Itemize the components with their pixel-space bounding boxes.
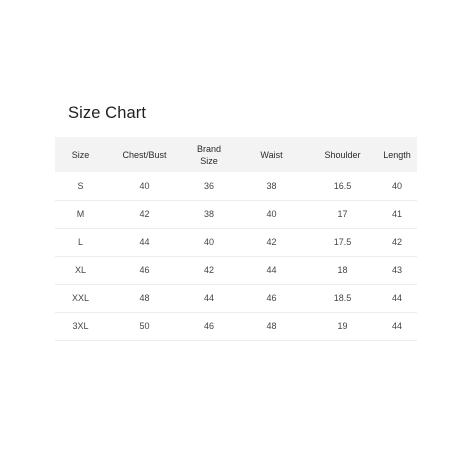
- cell-chest-bust: 40: [139, 180, 150, 191]
- cell-brand-size: 42: [203, 265, 214, 275]
- cell-brand-size: 40: [203, 237, 214, 247]
- cell-waist: 48: [266, 321, 277, 331]
- cell-length: 44: [391, 293, 402, 303]
- cell-brand-size: 46: [203, 321, 214, 331]
- cell-brand-size: 44: [203, 293, 214, 303]
- cell-chest-bust: 46: [139, 265, 150, 275]
- column-header-brand-size: [183, 137, 235, 172]
- cell-brand-size: 38: [203, 209, 214, 219]
- cell-waist: 42: [266, 237, 277, 247]
- cell-size: S: [77, 180, 84, 191]
- cell-waist: 38: [266, 180, 277, 191]
- cell-length: 41: [391, 209, 402, 219]
- column-header-size: Size: [71, 149, 90, 160]
- column-header-length: Length: [383, 149, 411, 160]
- table-row: [55, 200, 417, 228]
- table-row: [55, 172, 417, 200]
- cell-chest-bust: 48: [139, 293, 150, 303]
- cell-shoulder: 17.5: [333, 237, 352, 247]
- cell-waist: 44: [266, 265, 277, 275]
- size-chart-table: [55, 137, 417, 341]
- cell-size: L: [77, 237, 83, 247]
- cell-shoulder: 19: [337, 321, 348, 331]
- cell-length: 40: [391, 180, 402, 191]
- cell-length: 43: [391, 265, 402, 275]
- table-row: [55, 228, 417, 256]
- table-row: [55, 256, 417, 284]
- cell-shoulder: 17: [337, 209, 348, 219]
- cell-chest-bust: 42: [139, 209, 150, 219]
- table-row: [55, 312, 417, 340]
- column-header-waist: Waist: [260, 149, 283, 160]
- cell-size: XXL: [71, 293, 89, 303]
- cell-shoulder: 16.5: [333, 180, 352, 191]
- cell-length: 42: [391, 237, 402, 247]
- column-header-shoulder: Shoulder: [324, 149, 361, 160]
- cell-waist: 46: [266, 293, 277, 303]
- cell-length: 44: [391, 321, 402, 331]
- cell-chest-bust: 44: [139, 237, 150, 247]
- cell-size: 3XL: [72, 321, 89, 331]
- cell-chest-bust: 50: [139, 321, 150, 331]
- table-header-row: [55, 137, 417, 172]
- cell-shoulder: 18.5: [333, 293, 352, 303]
- cell-shoulder: 18: [337, 265, 348, 275]
- column-header-chest-bust: Chest/Bust: [122, 149, 167, 160]
- cell-size: XL: [74, 265, 86, 275]
- cell-brand-size: 36: [203, 180, 214, 191]
- page-title: Size Chart: [68, 104, 147, 122]
- brand-size-label: Brand Size: [196, 143, 222, 166]
- cell-size: M: [76, 209, 85, 219]
- cell-waist: 40: [266, 209, 277, 219]
- table-row: [55, 284, 417, 312]
